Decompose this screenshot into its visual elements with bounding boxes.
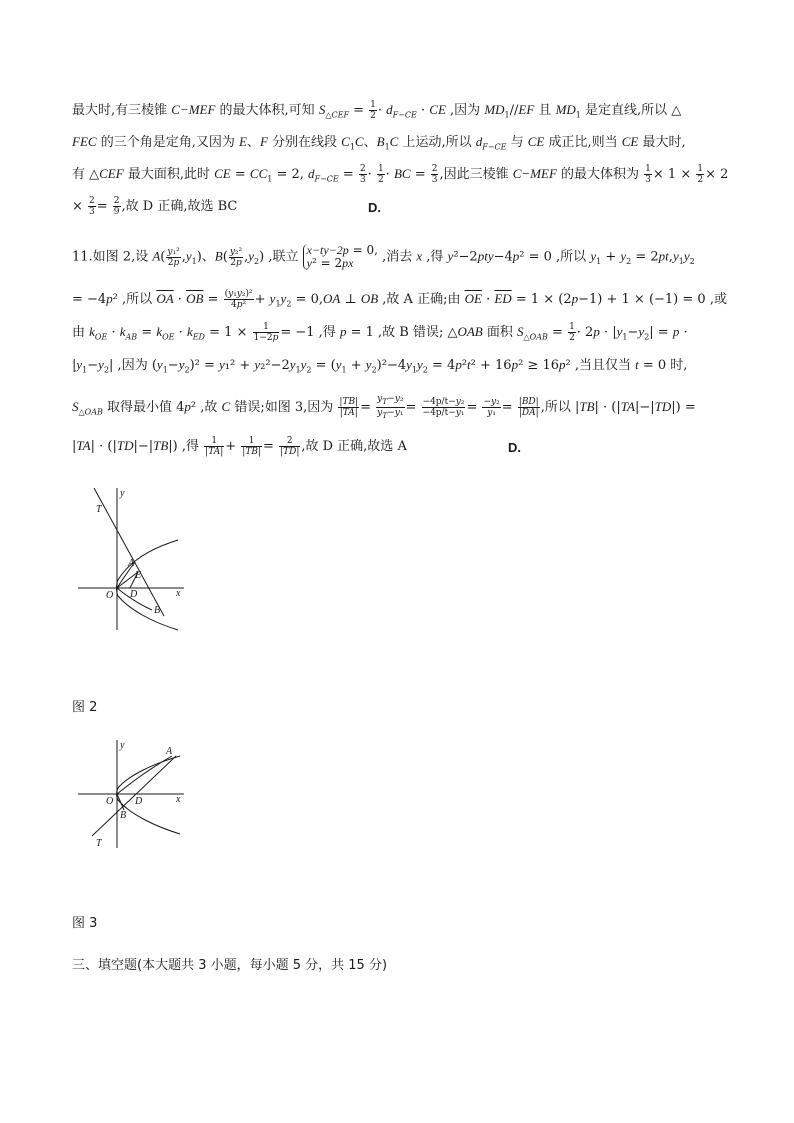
p11-line-3: 由 $k_{OE} \cdot k_{AB} = k_{OE} \cdot k_{ED} = 1$ × $\frac{1}{1-2p}$ = −1 ,得 p = 1 ,故 B 错误; △OAB 面积 $S_{\triangle OAB}$ = $\frac{1}{2}$ · $2p \cdot |y_1-y_2| = p$ · xyxy=(72,322,688,343)
p11-line-2: = −4p² ,所以 $\overline{OA} \cdot \overline{OB}$ = $\frac{\text{(y₁y₂)²}}{\text{4p²}}$ + $y_1y_2 = 0,OA$ ⊥ OB ,故 A 正确;由 $\overline{OE} \cdot \overline{ED} = 1 \times (2p-1) + 1 \times (-1) = 0$ ,或 xyxy=(72,289,727,310)
fig3-caption: 图 3 xyxy=(72,916,98,931)
fig3-label-a: A xyxy=(166,746,173,757)
p10-line-4: × $\frac{2}{3}$ = $\frac{2}{9}$ ,故 D 正确,故选 BC xyxy=(72,196,238,217)
p11-answer: D. xyxy=(508,440,521,455)
p10-line-2: FEC 的三个角是定角,又因为 E、F 分别在线段 $C_1C$、$B_1C$ 上运动,所以 $d_{F-CE}$ 与 CE 成正比,则当 CE 最大时, xyxy=(72,134,686,152)
fig3-label-x: x xyxy=(176,794,181,805)
fig3-parabola xyxy=(117,756,181,834)
fig2-label-o: O xyxy=(106,590,114,601)
fig3-line-tab xyxy=(92,756,176,836)
fig3-label-b: B xyxy=(120,810,127,821)
fig2-label-d: D xyxy=(130,589,138,600)
fig2-caption: 图 2 xyxy=(72,700,98,715)
fig2-label-y: y xyxy=(120,488,125,499)
fig3-label-y: y xyxy=(120,740,125,751)
section-heading: 三、填空题(本大题共 3 小题，每小题 5 分，共 15 分) xyxy=(72,958,388,973)
p11-line-5: $S_{\triangle OAB}$ 取得最小值 4p² ,故 C 错误;如图 3,因为 $\frac{|TB|}{|TA|}$ = $\frac{y_T-y_2}{y_T-y_1}$ = $\frac{\text{−4p/t−y₂}}{\text{−4p/t−y₁}}$ = $\frac{\text{−y₂}}{\text{y₁}}$ = $\frac{|BD|}{|DA|}$ ,所以 |TB| · (|TA|−|TD|) = xyxy=(72,394,696,420)
figure-2 xyxy=(72,484,192,634)
p10-line-3: 有 △CEF 最大面积,此时 CE = $CC_1 = 2$, $d_{F-CE}$ = $\frac{2}{3}$ · $\frac{1}{2}$ · BC = $\frac{2}{3}$ ,因此三棱锥 C−MEF 的最大体积为 $\frac{1}{3}$ × 1 × $\frac{1}{2}$ × 2 xyxy=(72,164,729,185)
fig2-label-t: T xyxy=(96,504,102,515)
p11-line-4: $|y_1-y_2|$ ,因为 $(y_1-y_2)^2 = y_1^2 + y_2^2-2y_1y_2 = (y_1 + y_2)^2-4y_1y_2 = 4p^2t^2 + 16p^2 \ge 16p^2$ ,当且仅当 t = 0 时, xyxy=(72,357,688,375)
p11-line-6: |TA| · (|TD|−|TB|) ,得 $\frac{1}{|TA|}$ + $\frac{1}{|TB|}$ = $\frac{2}{|TD|}$ ,故 D 正确,故选 A xyxy=(72,436,407,457)
fig3-label-t: T xyxy=(96,838,102,849)
fig3-label-o: O xyxy=(106,796,114,807)
fig3-label-d: D xyxy=(135,796,143,807)
p11-line-1: 11.如图 2,设 A( $\frac{\text{y₁²}}{2p}$ $,y_1$)、B( $\frac{\text{y₂²}}{2p}$ $,y_2$) ,联立 x−ty−2p = 0, y² = 2px ,消去 x ,得 y²−2pty−4p² = 0 ,所以 $y_1 + y_2 = 2pt,y_1y_2$ xyxy=(72,243,695,270)
figure-3 xyxy=(72,736,192,852)
fig2-label-b: B xyxy=(154,605,161,616)
p10-answer: D. xyxy=(368,200,381,215)
fig2-label-x: x xyxy=(176,588,181,599)
p10-line-1: 最大时,有三棱锥 C−MEF 的最大体积,可知 $S_{\triangle CEF}$ = $\frac{1}{2}$ · $d_{F-CE}$ · CE ,因为 $MD_1//EF$ 且 $MD_1$ 是定直线,所以 △ xyxy=(72,100,682,121)
fig3-seg-ob xyxy=(117,794,124,810)
fig2-label-a: A xyxy=(128,558,135,569)
fig2-label-e: E xyxy=(135,570,142,581)
